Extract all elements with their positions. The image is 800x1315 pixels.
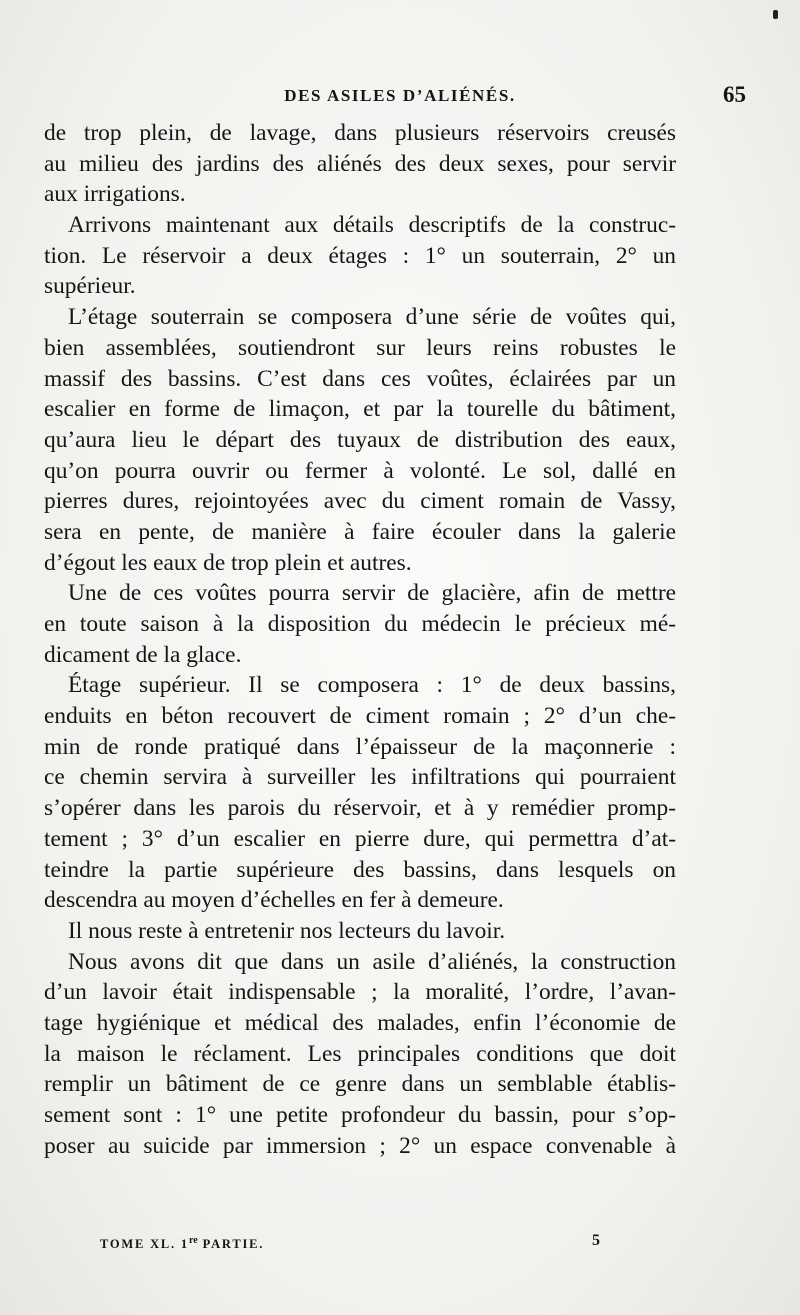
text-line: poser au suicide par immersion ; 2° un espace convenable à	[44, 1132, 676, 1159]
text-line: tement ; 3° d’un escalier en pierre dure, qui permettra d’at-	[44, 825, 676, 852]
page-footer	[100, 1232, 600, 1259]
text-line: tion. Le réservoir a deux étages : 1° un souterrain, 2° un	[44, 242, 676, 269]
text-line: au milieu des jardins des aliénés des deux sexes, pour servir	[44, 150, 676, 177]
text-line: supérieur.	[44, 273, 136, 300]
running-head	[40, 80, 760, 114]
text-line: remplir un bâtiment de ce genre dans un semblable établis-	[44, 1071, 676, 1098]
ink-speck	[773, 10, 778, 19]
signature-mark	[100, 1235, 264, 1252]
text-line: pierres dures, rejointoyées avec du ciment romain de Vassy,	[44, 488, 676, 515]
text-line: bien assemblées, soutiendront sur leurs reins robustes le	[44, 334, 676, 361]
paragraph-start-line: Étage supérieur. Il se composera : 1° de deux bassins,	[68, 672, 676, 699]
text-line: aux irrigations.	[44, 181, 186, 208]
text-line: ce chemin servira à surveiller les infiltrations qui pourraient	[44, 764, 676, 791]
running-title: DES ASILES D’ALIÉNÉS.	[284, 86, 516, 105]
text-line: escalier en forme de limaçon, et par la tourelle du bâtiment,	[44, 396, 676, 423]
text-line: la maison le réclament. Les principales conditions que doit	[44, 1040, 676, 1067]
text-line: descendra au moyen d’échelles en fer à demeure.	[44, 887, 504, 914]
text-line: teindre la partie supérieure des bassins, dans lesquels on	[44, 856, 676, 883]
text-line: en toute saison à la disposition du médecin le précieux mé-	[44, 611, 676, 637]
text-line: d’un lavoir était indispensable ; la moralité, l’ordre, l’avan-	[44, 979, 676, 1006]
paragraph-start-line: L’étage souterrain se composera d’une série de voûtes qui,	[68, 304, 676, 331]
paragraph-start-line: Arrivons maintenant aux détails descriptifs de la construc-	[68, 212, 676, 239]
text-line: massif des bassins. C’est dans ces voûtes, éclairées par un	[44, 365, 676, 392]
body-text	[44, 118, 676, 1161]
text-line: sement sont : 1° une petite profondeur du bassin, pour s’op-	[44, 1102, 676, 1128]
text-line: enduits en béton recouvert de ciment romain ; 2° d’un che-	[44, 703, 676, 730]
sheet-number: 5	[592, 1232, 600, 1249]
paragraph-start-line: Il nous reste à entretenir nos lecteurs du lavoir.	[68, 917, 506, 944]
text-line: min de ronde pratiqué dans l’épaisseur de la maçonnerie :	[44, 733, 676, 760]
text-line: qu’on pourra ouvrir ou fermer à volonté. Le sol, dallé en	[44, 457, 676, 484]
paragraph-start-line: Nous avons dit que dans un asile d’aliénés, la construction	[68, 948, 676, 975]
text-line: tage hygiénique et médical des malades, enfin l’économie de	[44, 1009, 676, 1036]
paragraph-start-line: Une de ces voûtes pourra servir de glacière, afin de mettre	[68, 580, 676, 607]
text-line: dicament de la glace.	[44, 641, 242, 668]
text-line: d’égout les eaux de trop plein et autres.	[44, 549, 412, 576]
signature-prefix: TOME XL. 1	[100, 1237, 189, 1252]
text-line: qu’aura lieu le départ des tuyaux de distribution des eaux,	[44, 426, 676, 453]
text-line: s’opérer dans les parois du réservoir, et à y remédier promp-	[44, 795, 676, 822]
text-line: sera en pente, de manière à faire écouler dans la galerie	[44, 518, 676, 545]
signature-suffix: PARTIE.	[197, 1237, 265, 1252]
signature-superscript: re	[188, 1235, 198, 1246]
page-number: 65	[723, 82, 746, 107]
text-line: de trop plein, de lavage, dans plusieurs réservoirs creusés	[44, 120, 676, 146]
